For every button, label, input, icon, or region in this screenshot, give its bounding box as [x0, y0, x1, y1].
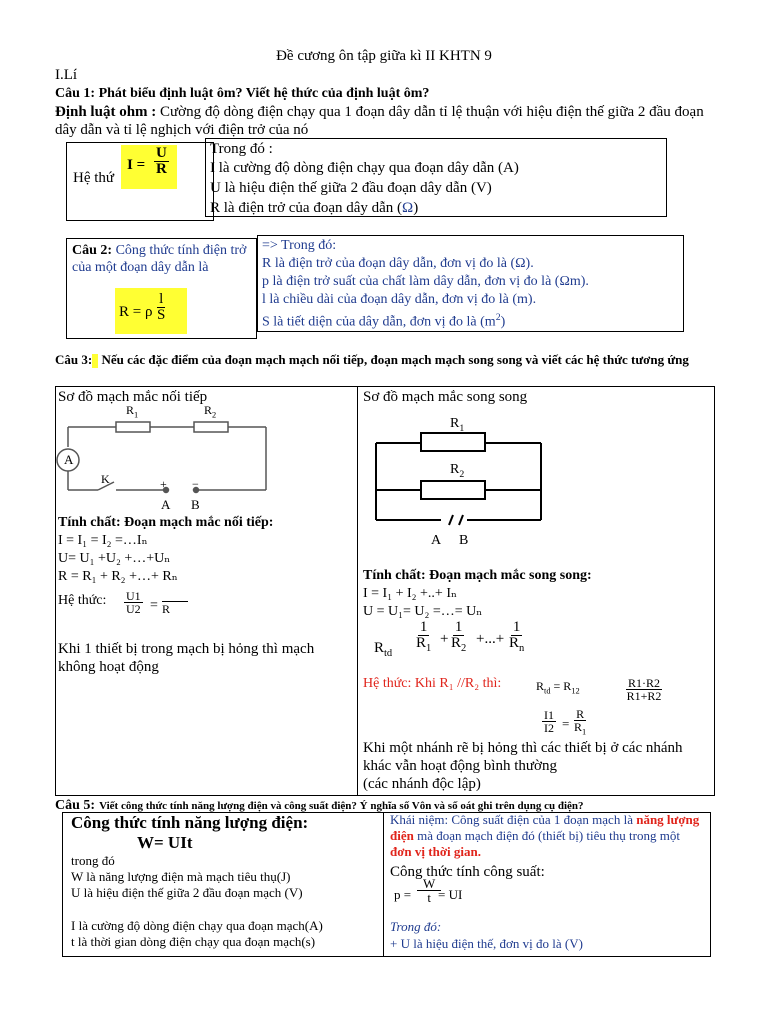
q1-label: Câu 1:: [55, 86, 96, 101]
q2-text: Công thức tính điện trở của một đoạn dây dẫn là: [72, 243, 247, 275]
series-prop-r: R = R₁ + R₂ +…+ Rₙ: [58, 569, 178, 584]
series-heading: Sơ đồ mạch mắc nối tiếp: [58, 389, 208, 405]
inv-r2-den: [451, 636, 466, 655]
series-rel-num: U1: [126, 589, 141, 603]
power-formula-title: Công thức tính công suất:: [390, 864, 545, 880]
ratio-rnum: R: [576, 707, 585, 721]
parallel-term-a: A: [431, 533, 442, 548]
rtd-letter: R: [374, 640, 385, 656]
q2-def-r: R là điện trở của đoạn dây dẫn, đơn vị đo là (Ω).: [262, 256, 534, 271]
ammeter-icon: A: [64, 452, 74, 467]
power-rhs: = UI: [438, 887, 463, 902]
q1-law: [55, 103, 705, 139]
inv-r1-sub: 1: [426, 643, 432, 654]
ratio-rhs: [574, 708, 586, 737]
parallel-prop-u: U = U₁= U₂ =…= Uₙ: [363, 604, 483, 619]
series-term-a: A: [161, 497, 171, 512]
series-prop-i: I = I₁ = I₂ =…Iₙ: [58, 533, 148, 548]
q1-formula-highlight: [121, 145, 177, 189]
ratio-den: I2: [544, 721, 554, 735]
ratio-num: I1: [544, 708, 554, 722]
parallel-prop-i: I = I₁ + I₂ +..+ Iₙ: [363, 586, 458, 601]
inv-r2-sub: 2: [461, 643, 467, 654]
q2-formula-fraction: [157, 292, 165, 323]
q1-def-u: U là hiệu điện thế giữa 2 đầu đoạn dây dẫn (V): [210, 180, 492, 196]
switch-label: K: [101, 472, 110, 486]
q1-line: [55, 85, 735, 102]
q5-divider: [383, 813, 384, 956]
q2-where: => Trong đó:: [262, 238, 337, 253]
inv-rn: [509, 620, 524, 655]
parallel-r1-sub: 1: [459, 422, 465, 434]
q1-question: Phát biểu định luật ôm? Viết hệ thức của định luật ôm?: [98, 86, 430, 101]
series-note: Khi 1 thiết bị trong mạch bị hỏng thì mạch không hoạt động: [58, 641, 315, 675]
inv-dots: +...+: [476, 631, 505, 647]
inv-rn-den: [509, 636, 524, 655]
q2-def-l: l là chiều dài của đoạn dây dẫn, đơn vị đo là (m).: [262, 292, 537, 307]
q2-close: ): [500, 314, 506, 330]
q1-ohm: Ω: [402, 200, 414, 216]
rel-num: R1·R2: [628, 676, 661, 690]
q1-formula-label: Hệ thứ: [73, 170, 115, 186]
inv-r2-num: 1: [454, 619, 463, 635]
energy-where: trong đó: [71, 853, 115, 868]
parallel-note2: (các nhánh độc lập): [363, 776, 481, 792]
q2-formula-den: S: [157, 307, 166, 323]
q3-question: Nếu các đặc điểm của đoạn mạch mạch nối tiếp, đoạn mạch mạch song song và viết các hệ thức tương ứng: [101, 352, 689, 367]
power-concept-c: mà đoạn mạch điện đó (thiết bị) tiêu thụ trong một: [413, 828, 680, 843]
q2-label: Câu 2:: [72, 243, 113, 258]
inv-rn-sub: n: [519, 643, 525, 654]
plus-label: +: [160, 477, 167, 491]
series-r1-sub: 1: [134, 410, 139, 420]
power-def-u: + U là hiệu điện thế, đơn vị đo là (V): [390, 936, 583, 951]
power-num: W: [417, 877, 441, 891]
q3-table: [55, 386, 715, 796]
q2-box: [66, 238, 257, 339]
q1-formula-num: U: [156, 145, 167, 161]
energy-def-i: I là cường độ dòng điện chạy qua đoạn mạch(A): [71, 918, 323, 933]
q1-formula-fraction: [154, 146, 169, 177]
power-where: Trong đó:: [390, 919, 442, 934]
inv-plus: +: [440, 631, 449, 647]
series-prop-title: Tính chất: Đoạn mạch mắc nối tiếp:: [58, 515, 274, 530]
page-title: Đề cương ôn tập giữa kì II KHTN 9: [276, 48, 492, 64]
rel-den: R1+R2: [626, 689, 662, 703]
series-r1-letter: R: [126, 403, 135, 417]
series-term-b: B: [191, 497, 200, 512]
series-prop-u: U= U₁ +U₂ +…+Uₙ: [58, 551, 171, 566]
parallel-relation: Hệ thức: Khi R₁ //R₂ thì:: [363, 676, 502, 691]
q3-divider: [357, 387, 358, 795]
power-concept: [390, 812, 700, 860]
series-rel-den: U2: [126, 602, 141, 616]
q1-formula-den: R: [156, 161, 167, 177]
q1-law-text: Cường độ dòng điện chạy qua 1 đoạn dây dẫn tỉ lệ thuận với hiệu điện thế giữa 2 đầu đoạn dây dẫn và tỉ lệ nghịch với điện trở của nó: [55, 104, 704, 138]
parallel-note: Khi một nhánh rẽ bị hỏng thì các thiết bị ở các nhánh khác vẫn hoạt động bình thường: [363, 740, 683, 774]
inv-r2: [451, 620, 466, 655]
energy-def-t: t là thời gian dòng điện chạy qua đoạn mạch(s): [71, 934, 316, 949]
inv-rn-letter: R: [509, 635, 520, 651]
q1-defs-box: [205, 138, 667, 217]
series-r2-label: [204, 403, 216, 422]
rel-fraction: [626, 677, 662, 702]
parallel-r1-label: [450, 415, 464, 437]
rel-rtd-sub: td: [544, 686, 551, 696]
q1-formula-lhs: I =: [127, 157, 146, 173]
q1-def-r: [210, 199, 418, 217]
q2-defs-box: [257, 235, 684, 332]
parallel-term-b: B: [459, 533, 469, 548]
inv-r1-den: [416, 636, 431, 655]
q1-where: Trong đó :: [210, 141, 273, 157]
q2-def-s: [262, 309, 505, 331]
q5-table: [62, 812, 711, 957]
ratio-lhs: [542, 709, 556, 734]
rel-eq: = R: [553, 679, 572, 693]
series-relation-fraction: [124, 590, 143, 615]
q3-marker: [92, 354, 98, 368]
ratio-rden-sub: 1: [582, 727, 587, 737]
q2-text-wrap: [72, 242, 252, 276]
ratio-rden: [574, 721, 586, 737]
power-concept-a: Khái niệm: Công suất điện của 1 đoạn mạch là: [390, 812, 637, 827]
inv-r1-num: 1: [419, 619, 428, 635]
q2-formula-highlight: [115, 288, 187, 334]
parallel-heading: Sơ đồ mạch mắc song song: [363, 389, 528, 405]
power-lhs: p =: [394, 887, 412, 902]
inv-r1-letter: R: [416, 635, 427, 651]
ratio-eq: =: [562, 716, 570, 731]
energy-formula: W= UIt: [137, 833, 193, 852]
q5-label: Câu 5:: [55, 798, 96, 813]
q2-formula-num: l: [159, 291, 164, 307]
q2-def-s-text: S là tiết diện của dây dẫn, đơn vị đo là (m: [262, 314, 496, 330]
series-rel-eq: =: [150, 598, 158, 613]
parallel-circuit-diagram: [361, 405, 691, 535]
q1-def-i: I là cường độ dòng điện chạy qua đoạn dây dẫn (A): [210, 160, 519, 176]
q1-law-label: Định luật ohm :: [55, 104, 157, 120]
energy-title: Công thức tính năng lượng điện:: [71, 813, 309, 832]
power-concept-b: năng lượng điện: [390, 812, 700, 843]
energy-def-w: W là năng lượng điện mà mạch tiêu thụ(J): [71, 869, 291, 884]
power-concept-d: đơn vị thời gian.: [390, 844, 481, 859]
ratio-rden-letter: R: [574, 720, 583, 734]
q1-def-r-text: R là điện trở của đoạn dây dẫn (: [210, 200, 403, 216]
q3-label: Câu 3:: [55, 352, 93, 367]
q5-question: Viết công thức tính năng lượng điện và công suất điện? Ý nghĩa số Vôn và số oát ghi trên dụng cụ điện?: [99, 800, 584, 812]
q1-close: ): [413, 200, 419, 216]
q2-formula-lhs: R = ρ: [119, 304, 153, 320]
parallel-r2-sub: 2: [459, 468, 465, 480]
inv-r2-letter: R: [451, 635, 462, 651]
series-relation-label: Hệ thức:: [58, 593, 107, 608]
q2-def-p: p là điện trở suất của chất làm dây dẫn, đơn vị đo là (Ωm).: [262, 274, 589, 289]
parallel-prop-title: Tính chất: Đoạn mạch mắc song song:: [363, 568, 592, 583]
rel-eq-sub: 12: [571, 686, 580, 696]
parallel-r2-letter: R: [450, 462, 460, 477]
q3-line: [55, 352, 715, 368]
section-heading: I.Lí: [55, 67, 78, 83]
rel-rtd: [536, 679, 580, 698]
rtd-sub: td: [384, 648, 393, 659]
series-r2-letter: R: [204, 403, 213, 417]
rel-rtd-letter: R: [536, 679, 545, 693]
rtd-inverse: [374, 639, 392, 663]
energy-def-u: U là hiệu điện thế giữa 2 đầu đoạn mạch (V): [71, 885, 303, 900]
series-r2-sub: 2: [212, 410, 217, 420]
power-den: t: [427, 890, 431, 905]
series-rel-rhs: R: [162, 601, 188, 617]
series-r1-label: [126, 403, 138, 422]
minus-label: −: [192, 477, 199, 491]
q1-formula-box: [66, 142, 214, 221]
inv-rn-num: 1: [512, 619, 521, 635]
q2-sup: 2: [495, 312, 501, 323]
parallel-r1-letter: R: [450, 416, 460, 431]
inv-r1: [416, 620, 431, 655]
parallel-r2-label: [450, 461, 464, 483]
